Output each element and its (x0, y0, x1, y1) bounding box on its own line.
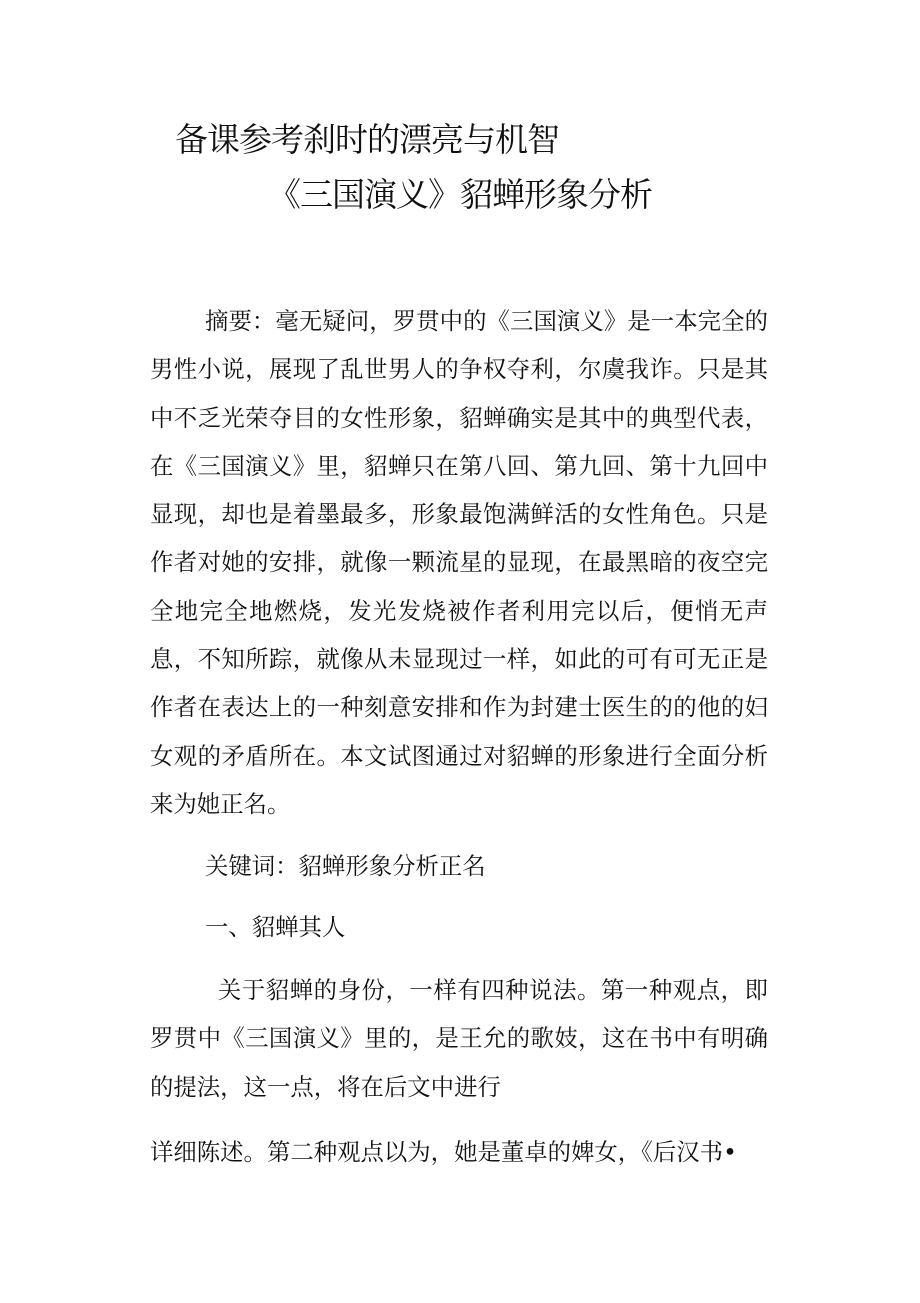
document-title-line-2: 《三国演义》貂蝉形象分析 (268, 175, 652, 214)
abstract-paragraph: 摘要：毫无疑问，罗贯中的《三国演义》是一本完全的男性小说，展现了乱世男人的争权夺利，尔虞我诈。只是其中不乏光荣夺目的女性形象，貂蝉确实是其中的典型代表，在《三国演义》里，貂蝉只在第八回、第九回、第十九回中显现，却也是着墨最多，形象最饱满鲜活的女性角色。只是作者对她的安排，就像一颗流星的显现，在最黑暗的夜空完全地完全地燃烧，发光发烧被作者利用完以后，便悄无声息，不知所踪，就像从未显现过一样，如此的可有可无正是作者在表达上的一种刻意安排和作为封建士医生的的他的妇女观的矛盾所在。本文试图通过对貂蝉的形象进行全面分析来为她正名。 (150, 307, 768, 818)
section-heading: 一、貂蝉其人 (204, 913, 346, 941)
body-paragraph: 关于貂蝉的身份，一样有四种说法。第一种观点，即罗贯中《三国演义》里的，是王允的歌妓，这在书中有明确的提法，这一点，将在后文中进行 (150, 976, 768, 1101)
document-title-line-1: 备课参考刹时的漂亮与机智 (175, 120, 559, 159)
body-paragraph-continued: 详细陈述。第二种观点以为，她是董卓的婢女，《后汉书• (150, 1138, 737, 1166)
keywords-line: 关键词：貂蝉形象分析正名 (204, 852, 486, 880)
